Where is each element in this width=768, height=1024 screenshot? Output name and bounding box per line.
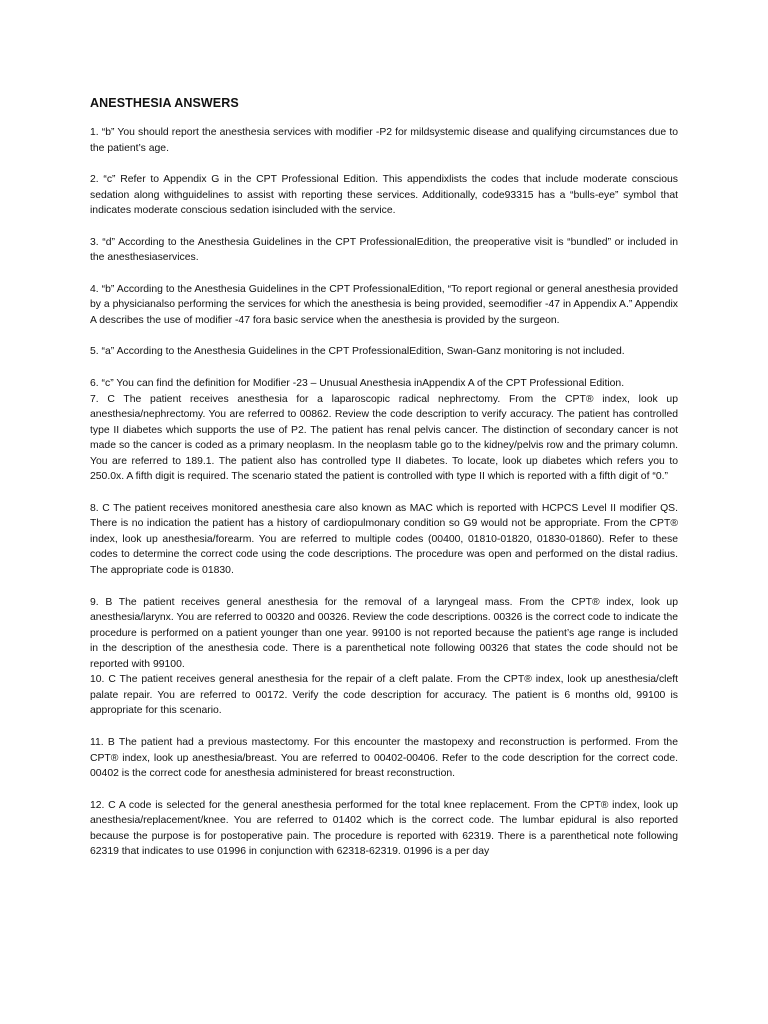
answer-2: 2. “c” Refer to Appendix G in the CPT Professional Edition. This appendixlists the codes that include moderate conscious sedation along withguidelines to assist with reporting these services. Additionally, code93315 has a “bulls-eye” symbol that indicates moderate conscious sedation isincluded with the service. <box>90 174 678 217</box>
answer-3: 3. “d” According to the Anesthesia Guidelines in the CPT ProfessionalEdition, the preoperative visit is “bundled” or included in the anesthesiaservices. <box>90 236 678 264</box>
answer-12: 12. C A code is selected for the general anesthesia performed for the total knee replacement. From the CPT® index, look up anesthesia/replacement/knee. You are referred to 01402 which is the correct code. The lumbar epidural is also reported because the purpose is for postoperative pain. The procedure is reported with 62319. There is a parenthetical note following 62319 that indicates to use 01996 in conjunction with 62318-62319. 01996 is a per day <box>90 799 678 858</box>
document-page <box>90 95 678 860</box>
answer-4: 4. “b” According to the Anesthesia Guidelines in the CPT ProfessionalEdition, “To report regional or general anesthesia provided by a physicianalso performing the services for which the anesthesia is being provided, seemodifier -47 in Appendix A.” Appendix A describes the use of modifier -47 fora basic service when the anesthesia is provided by the surgeon. <box>90 283 678 326</box>
answer-5: 5. “a” According to the Anesthesia Guidelines in the CPT ProfessionalEdition, Swan-Ganz monitoring is not included. <box>90 346 625 358</box>
answer-8: 8. C The patient receives monitored anesthesia care also known as MAC which is reported with HCPCS Level II modifier QS. There is no indication the patient has a history of cardiopulmonary condition so G9 would not be appropriate. From the CPT® index, look up anesthesia/forearm. You are referred to multiple codes (00400, 01810-01820, 01830-01860). Refer to these codes to determine the correct code using the code descriptions. The procedure was open and performed on the distal radius. The appropriate code is 01830. <box>90 502 678 577</box>
document-title: ANESTHESIA ANSWERS <box>90 96 239 110</box>
answer-1: 1. “b” You should report the anesthesia services with modifier -P2 for mildsystemic disease and qualifying circumstances due to the patient’s age. <box>90 127 678 154</box>
answer-7: 7. C The patient receives anesthesia for a laparoscopic radical nephrectomy. From the CPT® index, look up anesthesia/nephrectomy. You are referred to 00862. Review the code description to verify accuracy. The patient has controlled type II diabetes which supports the use of P2. The patient has renal pelvis cancer. The distinction of secondary cancer is not made so the cancer is coded as a primary neoplasm. In the neoplasm table go to the kidney/pelvis row and the primary column. You are referred to 189.1. The patient also has controlled type II diabetes. To locate, look up diabetes which refers you to 250.0x. A fifth digit is required. The scenario stated the patient is controlled with type II which is reported with a fifth digit of “0.” <box>90 393 678 483</box>
answer-10: 10. C The patient receives general anesthesia for the repair of a cleft palate. From the CPT® index, look up anesthesia/cleft palate repair. You are referred to 00172. Verify the code description for accuracy. The patient is 6 months old, 99100 is appropriate for this scenario. <box>90 674 678 717</box>
answer-9: 9. B The patient receives general anesthesia for the removal of a laryngeal mass. From the CPT® index, look up anesthesia/larynx. You are referred to 00320 and 00326. Review the code descriptions. 00326 is the correct code to indicate the procedure is performed on a patient younger than one year. 99100 is not reported because the patient’s age range is included in the description of the anesthesia code. There is a parenthetical note following 00326 that states the code should not be reported with 99100. <box>90 596 678 670</box>
answer-6: 6. “c” You can find the definition for Modifier -23 – Unusual Anesthesia inAppendix A of the CPT Professional Edition. <box>90 378 625 390</box>
answer-11: 11. B The patient had a previous mastectomy. For this encounter the mastopexy and reconstruction is performed. From the CPT® index, look up anesthesia/breast. You are referred to 00402-00406. Refer to the code description for the correct code. 00402 is the correct code for anesthesia administered for breast reconstruction. <box>90 736 678 780</box>
